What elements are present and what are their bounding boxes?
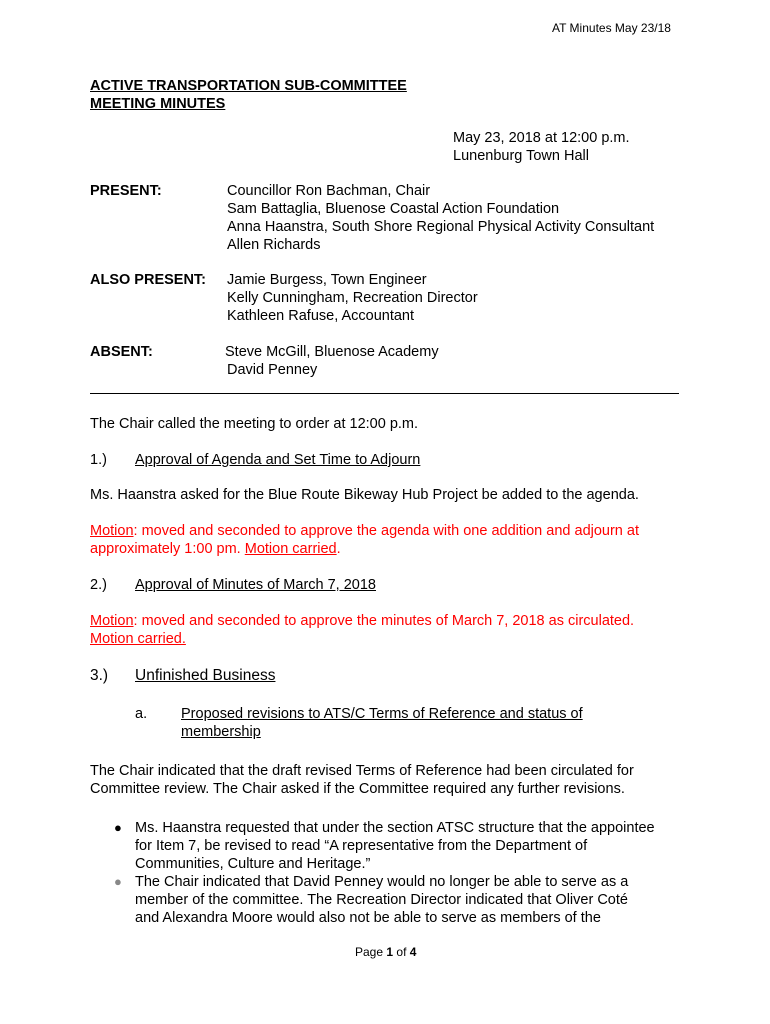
- bullet-line: for Item 7, be revised to read “A representative from the Department of: [135, 838, 588, 854]
- motion-text: approximately 1:00 pm.: [90, 541, 245, 557]
- item1-text: Ms. Haanstra asked for the Blue Route Bikeway Hub Project be added to the agenda.: [90, 487, 639, 503]
- item3-paragraph-line2: Committee review. The Chair asked if the Committee required any further revisions.: [90, 781, 625, 797]
- present-name: Sam Battaglia, Bluenose Coastal Action Foundation: [227, 201, 560, 217]
- present-name: Councillor Ron Bachman, Chair: [227, 183, 431, 199]
- item2-motion-line1: [90, 612, 634, 630]
- motion-text: : moved and seconded to approve the minutes of March 7, 2018 as circulated.: [133, 613, 635, 629]
- item3-heading: Unfinished Business: [135, 667, 276, 684]
- motion-carried: Motion carried: [244, 541, 337, 557]
- bullet-line: and Alexandra Moore would also not be able to serve as members of the: [135, 910, 601, 926]
- present-label: PRESENT:: [90, 183, 162, 199]
- footer-page-word: Page: [355, 945, 384, 959]
- bullet-dot-icon: ●: [114, 820, 122, 835]
- horizontal-rule: [90, 393, 679, 394]
- item3-number: 3.): [90, 667, 109, 684]
- also-present-label: ALSO PRESENT:: [90, 272, 207, 288]
- also-present-name: Kelly Cunningham, Recreation Director: [227, 290, 478, 306]
- item1-number: 1.): [90, 452, 107, 468]
- page-footer: [355, 945, 416, 959]
- item1-motion-line1: [90, 522, 639, 540]
- item3-paragraph-line1: The Chair indicated that the draft revised Terms of Reference had been circulated for: [90, 763, 634, 779]
- motion-word: Motion: [90, 523, 134, 539]
- present-name: Anna Haanstra, South Shore Regional Physical Activity Consultant: [227, 219, 655, 235]
- motion-word: Motion: [90, 613, 134, 629]
- bullet-dot-icon: ●: [114, 874, 122, 889]
- item1-motion-line2: [90, 540, 341, 558]
- absent-name: Steve McGill, Bluenose Academy: [225, 344, 439, 360]
- item2-heading: Approval of Minutes of March 7, 2018: [135, 577, 376, 593]
- footer-page-total: 4: [409, 945, 417, 959]
- item3a-letter: a.: [135, 706, 148, 722]
- document-title-line2: MEETING MINUTES: [90, 96, 226, 112]
- item1-heading: Approval of Agenda and Set Time to Adjourn: [135, 452, 421, 468]
- running-header: AT Minutes May 23/18: [552, 21, 671, 35]
- item2-number: 2.): [90, 577, 107, 593]
- item2-motion-carried: Motion carried.: [90, 631, 186, 647]
- call-to-order: The Chair called the meeting to order at 12:00 p.m.: [90, 416, 419, 432]
- bullet-line: The Chair indicated that David Penney would no longer be able to serve as a: [135, 874, 629, 890]
- document-title-line1: ACTIVE TRANSPORTATION SUB-COMMITTEE: [90, 78, 407, 94]
- footer-of-word: of: [396, 945, 407, 959]
- item3a-heading-line1: Proposed revisions to ATS/C Terms of Reference and status of: [181, 706, 583, 722]
- motion-period: .: [336, 541, 341, 557]
- meeting-date-time: May 23, 2018 at 12:00 p.m.: [453, 130, 630, 146]
- bullet-line: Ms. Haanstra requested that under the section ATSC structure that the appointee: [135, 820, 655, 836]
- also-present-name: Kathleen Rafuse, Accountant: [227, 308, 415, 324]
- present-name: Allen Richards: [227, 237, 321, 253]
- meeting-location: Lunenburg Town Hall: [453, 148, 589, 164]
- motion-text: : moved and seconded to approve the agenda with one addition and adjourn at: [133, 523, 639, 539]
- bullet-line: member of the committee. The Recreation Director indicated that Oliver Coté: [135, 892, 628, 908]
- also-present-name: Jamie Burgess, Town Engineer: [227, 272, 427, 288]
- footer-page-number: 1: [386, 945, 394, 959]
- absent-label: ABSENT:: [90, 344, 153, 360]
- absent-name: David Penney: [227, 362, 318, 378]
- item3a-heading-line2: membership: [181, 724, 261, 740]
- bullet-line: Communities, Culture and Heritage.”: [135, 856, 371, 872]
